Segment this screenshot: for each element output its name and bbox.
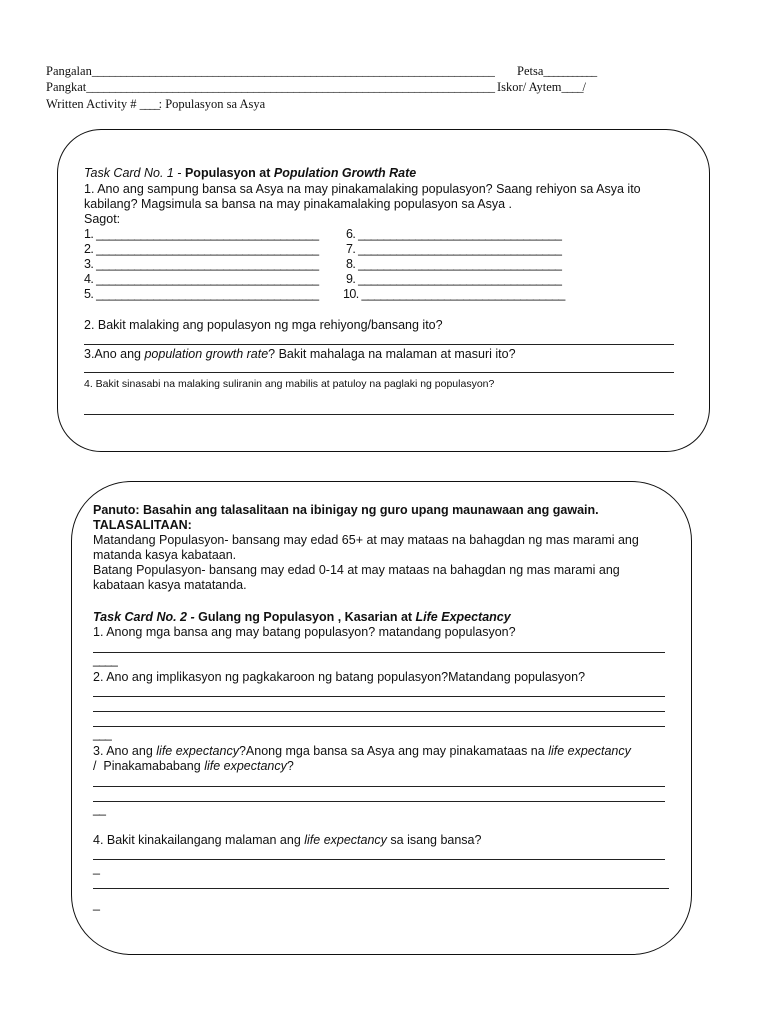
def2-line2: kabataan kasya matatanda. (93, 578, 247, 592)
answer-1[interactable]: 1. ___________________________________ (84, 227, 319, 241)
date-field[interactable] (517, 64, 596, 79)
card1-q4: 4. Bakit sinasabi na malaking suliranin ang mabilis at patuloy na paglaki ng populasyon? (84, 378, 495, 390)
name-blank[interactable]: ______________________________________________________________________ (91, 64, 495, 78)
card2-q1-stub[interactable]: ____ (93, 653, 117, 667)
card2-q4-answer-line-2[interactable] (93, 888, 669, 889)
card2-q2-answer-line-3[interactable] (93, 726, 665, 727)
answer-6[interactable]: 6. ________________________________ (346, 227, 562, 241)
answer-8[interactable]: 8. ________________________________ (346, 257, 562, 271)
card1-answer-label: Sagot: (84, 212, 121, 226)
card2-q4-stub-2[interactable]: _ (93, 897, 100, 911)
group-blank[interactable]: _______________________________________________________________________ (86, 80, 495, 94)
card2-q3-line1: 3. Ano ang life expectancy?Anong mga bansa sa Asya ang may pinakamataas na life expectancy (93, 744, 631, 758)
card1-q2: 2. Bakit malaking ang populasyon ng mga rehiyong/bansang ito? (84, 318, 443, 332)
card2-q4: 4. Bakit kinakailangang malaman ang life expectancy sa isang bansa? (93, 833, 482, 847)
activity-number-blank[interactable]: ____ (139, 97, 159, 111)
answer-2[interactable]: 2. ___________________________________ (84, 242, 319, 256)
card2-q2-answer-line-2[interactable] (93, 711, 665, 712)
score-blank[interactable]: ____/ (561, 80, 585, 94)
score-label: Iskor/ Aytem (497, 80, 562, 94)
card2-q3-answer-line-2[interactable] (93, 801, 665, 802)
def1-line1: Matandang Populasyon- bansang may edad 65+ at may mataas na bahagdan ng mas marami ang (93, 533, 639, 547)
card2-q3-line2: / Pinakamababang life expectancy? (93, 759, 294, 773)
card1-q1-line2: kabilang? Magsimula sa bansa na may pinakamalaking populasyon sa Asya . (84, 197, 513, 211)
card1-q4-answer-line[interactable] (84, 414, 674, 415)
card2-q2-stub[interactable]: ___ (93, 727, 111, 741)
date-blank[interactable]: ___________ (543, 64, 596, 78)
card1-title: Task Card No. 1 - Populasyon at Population Growth Rate (84, 166, 417, 180)
card2-q3-answer-line-1[interactable] (93, 786, 665, 787)
activity-title: Written Activity # ____: Populasyon sa Asya (46, 97, 266, 111)
card2-q4-stub-1[interactable]: _ (93, 861, 100, 875)
card2-q3-stub[interactable]: __ (93, 802, 105, 816)
card2-q2: 2. Ano ang implikasyon ng pagkakaroon ng batang populasyon?Matandang populasyon? (93, 670, 586, 684)
answer-5[interactable]: 5. ___________________________________ (84, 287, 319, 301)
name-field[interactable] (46, 64, 494, 79)
card2-title: Task Card No. 2 - Gulang ng Populasyon , Kasarian at Life Expectancy (93, 610, 511, 624)
card1-q3: 3.Ano ang population growth rate? Bakit mahalaga na malaman at masuri ito? (84, 347, 516, 361)
def2-line1: Batang Populasyon- bansang may edad 0-14 at may mataas na bahagdan ng mas marami ang (93, 563, 620, 577)
answer-7[interactable]: 7. ________________________________ (346, 242, 562, 256)
date-label: Petsa (517, 64, 544, 78)
name-label: Pangalan (46, 64, 92, 78)
card2-instruction: Panuto: Basahin ang talasalitaan na ibinigay ng guro upang maunawaan ang gawain. (93, 503, 599, 517)
group-label: Pangkat (46, 80, 87, 94)
answer-4[interactable]: 4. ___________________________________ (84, 272, 319, 286)
vocab-title: TALASALITAAN: (93, 518, 192, 532)
answer-10[interactable]: 10. ________________________________ (343, 287, 565, 301)
card1-q2-answer-line[interactable] (84, 344, 674, 345)
card2-q2-answer-line-1[interactable] (93, 696, 665, 697)
answer-9[interactable]: 9. ________________________________ (346, 272, 562, 286)
group-field[interactable] (46, 80, 495, 95)
score-field[interactable] (497, 80, 585, 95)
def1-line2: matanda kasya kabataan. (93, 548, 237, 562)
card2-q1-answer-line[interactable] (93, 652, 665, 653)
card1-q1-line1: 1. Ano ang sampung bansa sa Asya na may pinakamalaking populasyon? Saang rehiyon sa Asya ito (84, 182, 641, 196)
answer-3[interactable]: 3. ___________________________________ (84, 257, 319, 271)
card2-q4-answer-line-1[interactable] (93, 859, 665, 860)
card1-q3-answer-line[interactable] (84, 372, 674, 373)
card2-q1: 1. Anong mga bansa ang may batang populasyon? matandang populasyon? (93, 625, 516, 639)
